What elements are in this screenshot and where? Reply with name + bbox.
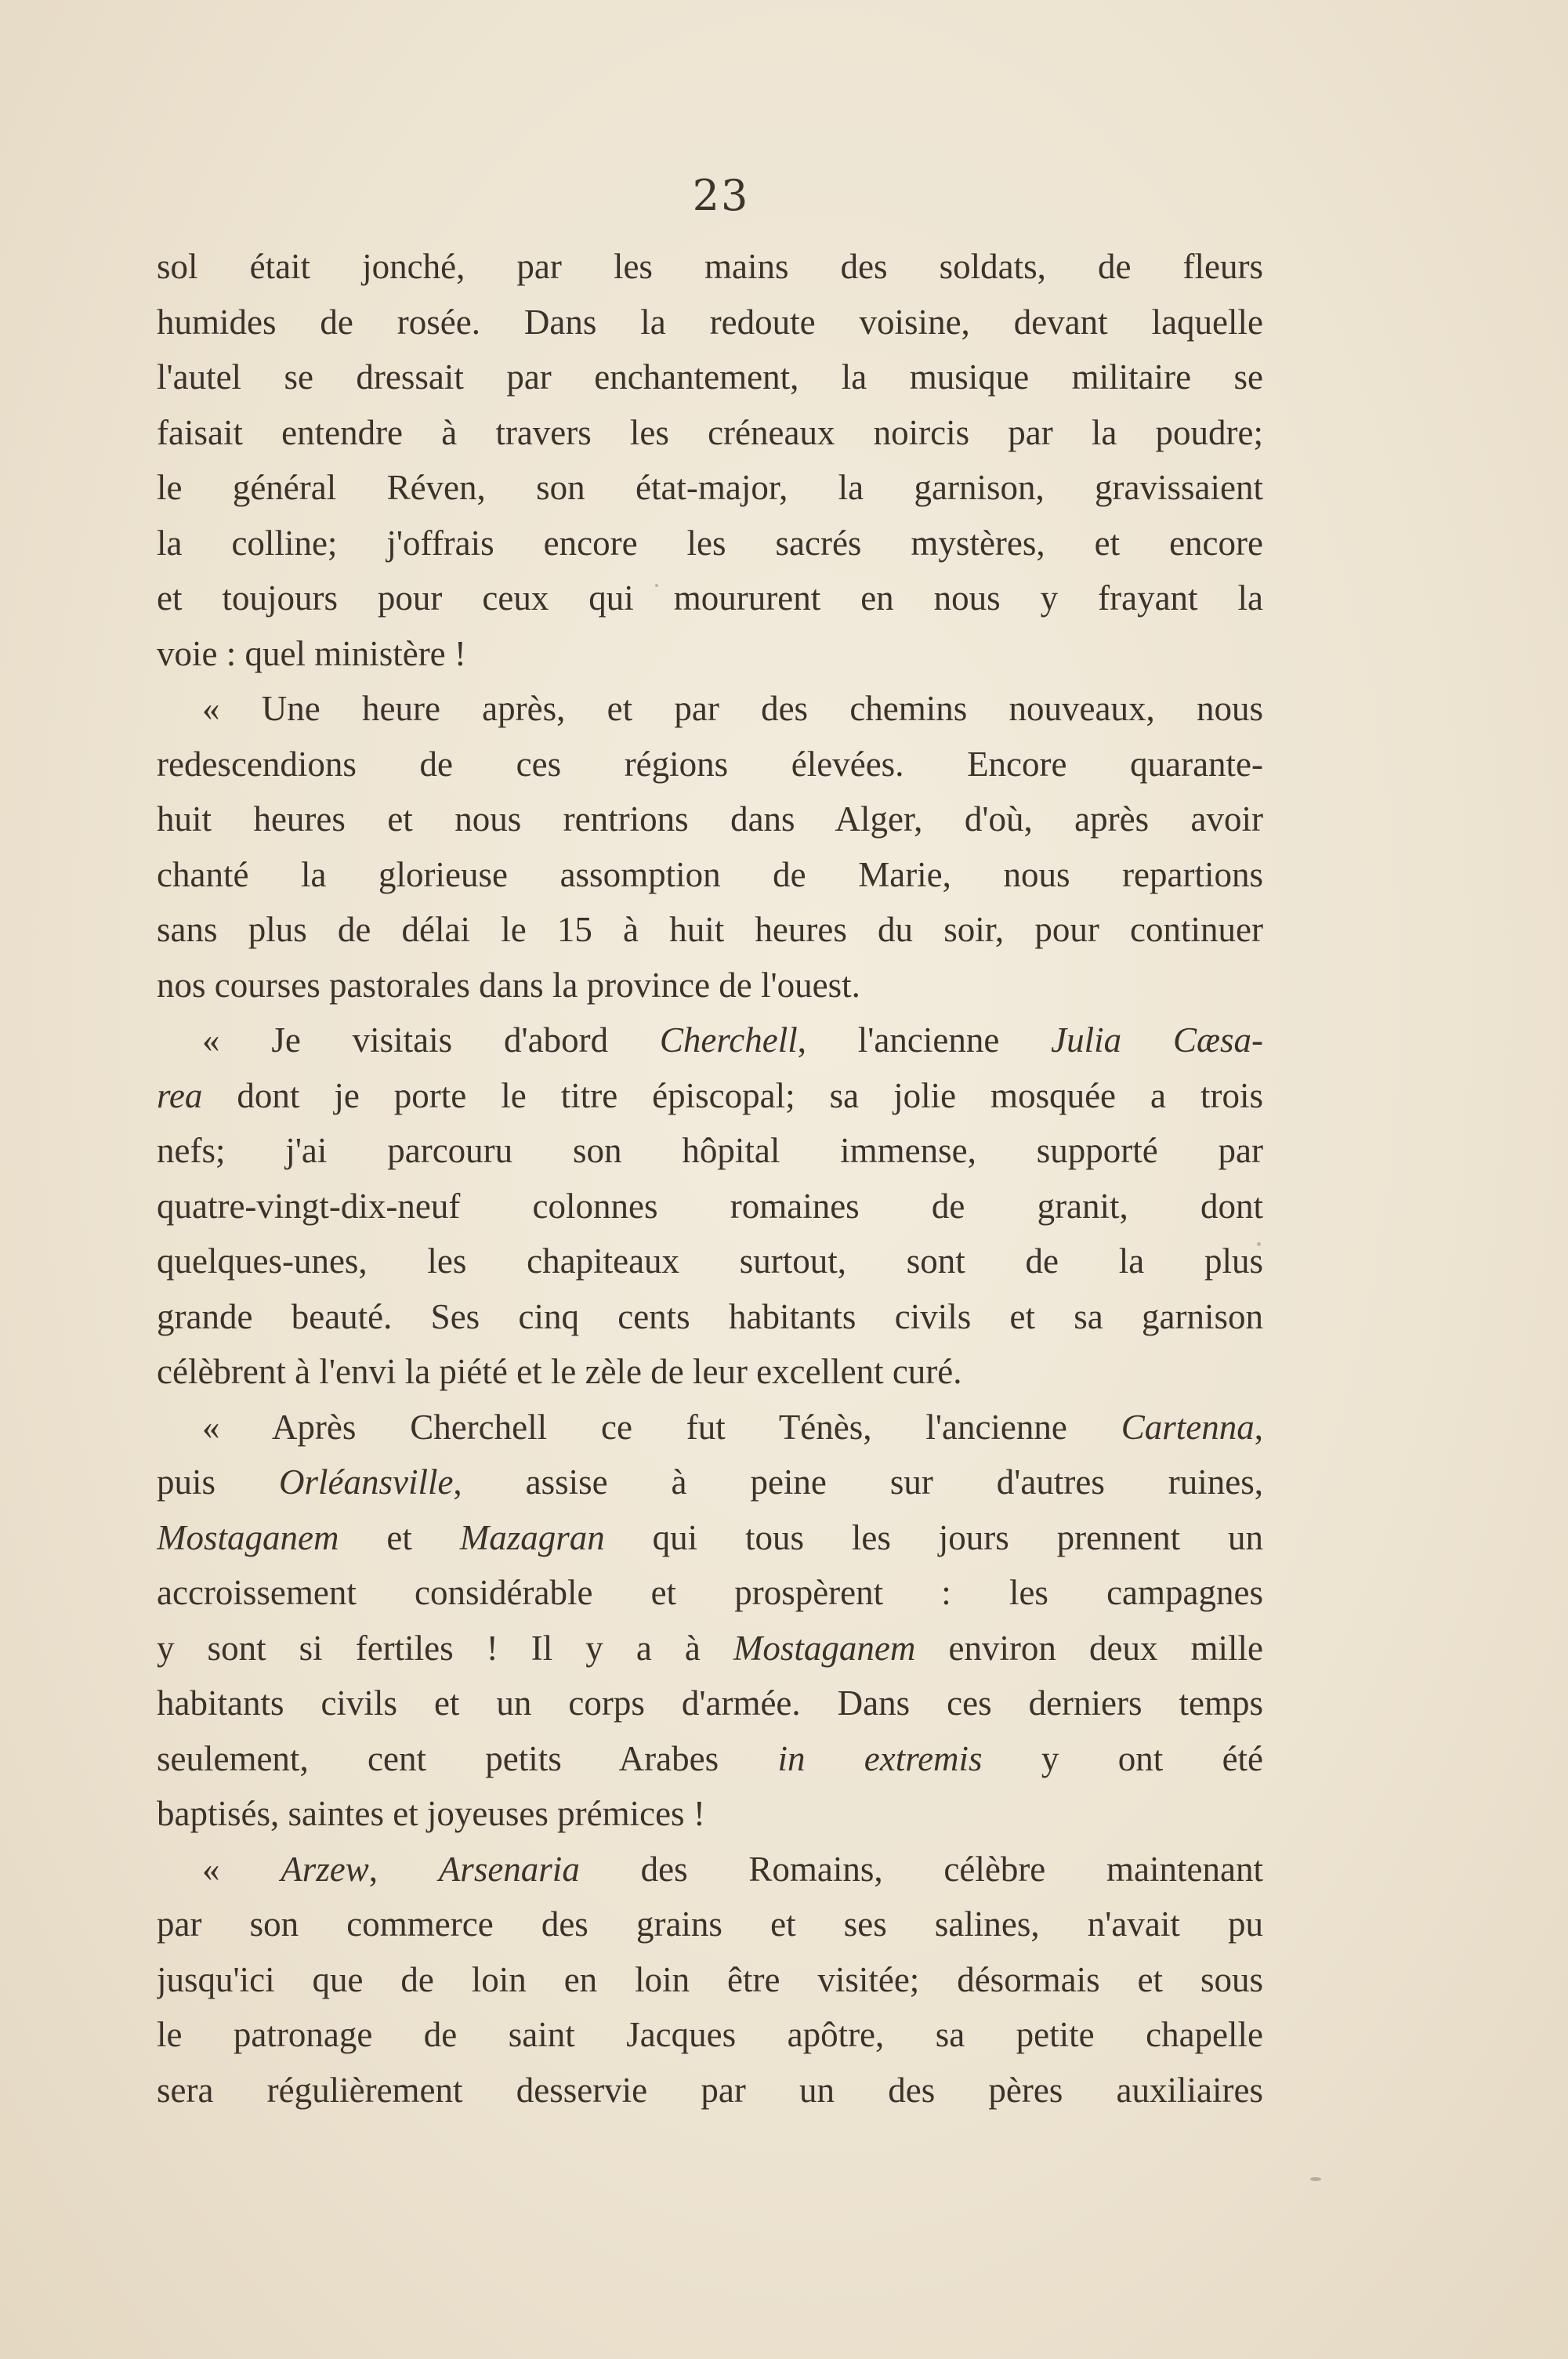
text-line <box>157 626 1263 682</box>
text-line <box>157 737 1263 792</box>
text-segment: sans plus de délai le 15 à huit heures du soir, pour continuer <box>157 910 1263 949</box>
italic-text: Orléansville <box>278 1462 454 1502</box>
text-line <box>157 1455 1263 1510</box>
italic-text: Mostaganem <box>733 1628 916 1668</box>
text-segment: l'autel se dressait par enchantement, la musique militaire se <box>157 357 1263 397</box>
text-line <box>157 1952 1263 2008</box>
italic-text: Arzew <box>281 1849 369 1889</box>
text-segment: quatre-vingt-dix-neuf colonnes romaines de granit, dont <box>157 1186 1263 1226</box>
text-line <box>157 1621 1263 1676</box>
text-segment: sera régulièrement desservie par un des pères auxiliaires <box>157 2070 1263 2110</box>
text-line <box>157 1842 1263 1897</box>
body-text <box>157 239 1263 2118</box>
italic-text: in extremis <box>777 1738 983 1778</box>
text-segment: , <box>1254 1407 1263 1447</box>
text-segment: le général Réven, son état-major, la garnison, gravissaient <box>157 468 1263 507</box>
text-segment: , <box>368 1849 439 1889</box>
text-line <box>157 681 1263 737</box>
text-segment: « Je visitais d'abord <box>202 1020 660 1060</box>
text-line <box>157 405 1263 461</box>
text-segment: grande beauté. Ses cinq cents habitants civils et sa garnison <box>157 1296 1263 1336</box>
text-segment: voie : quel ministère ! <box>157 633 466 673</box>
text-line <box>157 1510 1263 1566</box>
text-line <box>157 1234 1263 1289</box>
text-segment: habitants civils et un corps d'armée. Dans ces derniers temps <box>157 1683 1263 1723</box>
paper-speck <box>1310 2177 1321 2181</box>
italic-text: Arsenaria <box>438 1849 580 1889</box>
text-line <box>157 239 1263 295</box>
text-segment: baptisés, saintes et joyeuses prémices ! <box>157 1794 705 1833</box>
text-line <box>157 1565 1263 1621</box>
text-segment: jusqu'ici que de loin en loin être visitée; désormais et sous <box>157 1959 1263 1999</box>
italic-text: Cherchell <box>659 1020 798 1060</box>
text-segment: chanté la glorieuse assomption de Marie, nous repartions <box>157 854 1263 894</box>
text-line <box>157 1786 1263 1842</box>
text-segment: seulement, cent petits Arabes <box>157 1738 778 1778</box>
text-line <box>157 958 1263 1013</box>
text-segment: par son commerce des grains et ses salines, n'avait pu <box>157 1904 1263 1944</box>
text-segment: dont je porte le titre épiscopal; sa jolie mosquée a trois <box>202 1075 1263 1115</box>
italic-text: Mazagran <box>459 1517 605 1557</box>
text-segment: environ deux mille <box>915 1628 1263 1668</box>
text-segment: nos courses pastorales dans la province de l'ouest. <box>157 965 860 1005</box>
text-segment: huit heures et nous rentrions dans Alger, d'où, après avoir <box>157 799 1263 839</box>
text-segment: humides de rosée. Dans la redoute voisine, devant laquelle <box>157 302 1263 342</box>
text-line <box>157 792 1263 847</box>
text-line <box>157 1344 1263 1400</box>
text-segment: accroissement considérable et prospèrent : les campagnes <box>157 1573 1263 1612</box>
text-line <box>157 1731 1263 1787</box>
text-segment: sol était jonché, par les mains des soldats, de fleurs <box>157 247 1263 286</box>
text-segment: puis <box>157 1462 279 1502</box>
text-segment: qui tous les jours prennent un <box>604 1517 1263 1557</box>
text-line <box>157 1179 1263 1234</box>
paper-speck <box>655 584 658 587</box>
italic-text: Mostaganem <box>157 1517 339 1557</box>
text-line <box>157 571 1263 626</box>
text-line <box>157 350 1263 405</box>
text-segment: et toujours pour ceux qui moururent en nous y frayant la <box>157 578 1263 618</box>
text-segment: y sont si fertiles ! Il y a à <box>157 1628 733 1668</box>
text-line <box>157 847 1263 903</box>
text-segment: , l'ancienne <box>797 1020 1052 1060</box>
text-segment: le patronage de saint Jacques apôtre, sa petite chapelle <box>157 2015 1263 2054</box>
text-segment: « Une heure après, et par des chemins nouveaux, nous <box>202 689 1263 728</box>
text-segment: , assise à peine sur d'autres ruines, <box>453 1462 1263 1502</box>
text-lines <box>157 239 1263 2118</box>
text-line <box>157 1289 1263 1345</box>
text-segment: des Romains, célèbre maintenant <box>579 1849 1263 1889</box>
text-line <box>157 1068 1263 1124</box>
text-segment: faisait entendre à travers les créneaux noircis par la poudre; <box>157 412 1263 452</box>
paper-speck <box>1257 1242 1261 1246</box>
text-line <box>157 2063 1263 2118</box>
text-segment: quelques-unes, les chapiteaux surtout, sont de la plus <box>157 1241 1263 1281</box>
text-line <box>157 1400 1263 1455</box>
text-line <box>157 1676 1263 1731</box>
page-number: 23 <box>692 171 750 220</box>
text-segment: y ont été <box>982 1738 1263 1778</box>
text-line <box>157 460 1263 516</box>
text-line <box>157 902 1263 958</box>
text-segment: « <box>202 1849 281 1889</box>
text-segment: célèbrent à l'envi la piété et le zèle de leur excellent curé. <box>157 1352 962 1391</box>
text-line <box>157 2007 1263 2063</box>
italic-text: Julia Cæsa- <box>1051 1020 1263 1060</box>
text-segment: « Après Cherchell ce fut Ténès, l'ancienne <box>202 1407 1121 1447</box>
text-line <box>157 1123 1263 1179</box>
text-segment: redescendions de ces régions élevées. Encore quarante- <box>157 744 1263 784</box>
text-line <box>157 1897 1263 1952</box>
text-line <box>157 295 1263 350</box>
italic-text: Cartenna <box>1121 1407 1255 1447</box>
text-segment: la colline; j'offrais encore les sacrés mystères, et encore <box>157 523 1263 563</box>
text-segment: nefs; j'ai parcouru son hôpital immense, supporté par <box>157 1131 1263 1170</box>
text-segment: et <box>339 1517 460 1557</box>
text-line <box>157 1013 1263 1068</box>
italic-text: rea <box>157 1075 203 1115</box>
text-line <box>157 516 1263 571</box>
